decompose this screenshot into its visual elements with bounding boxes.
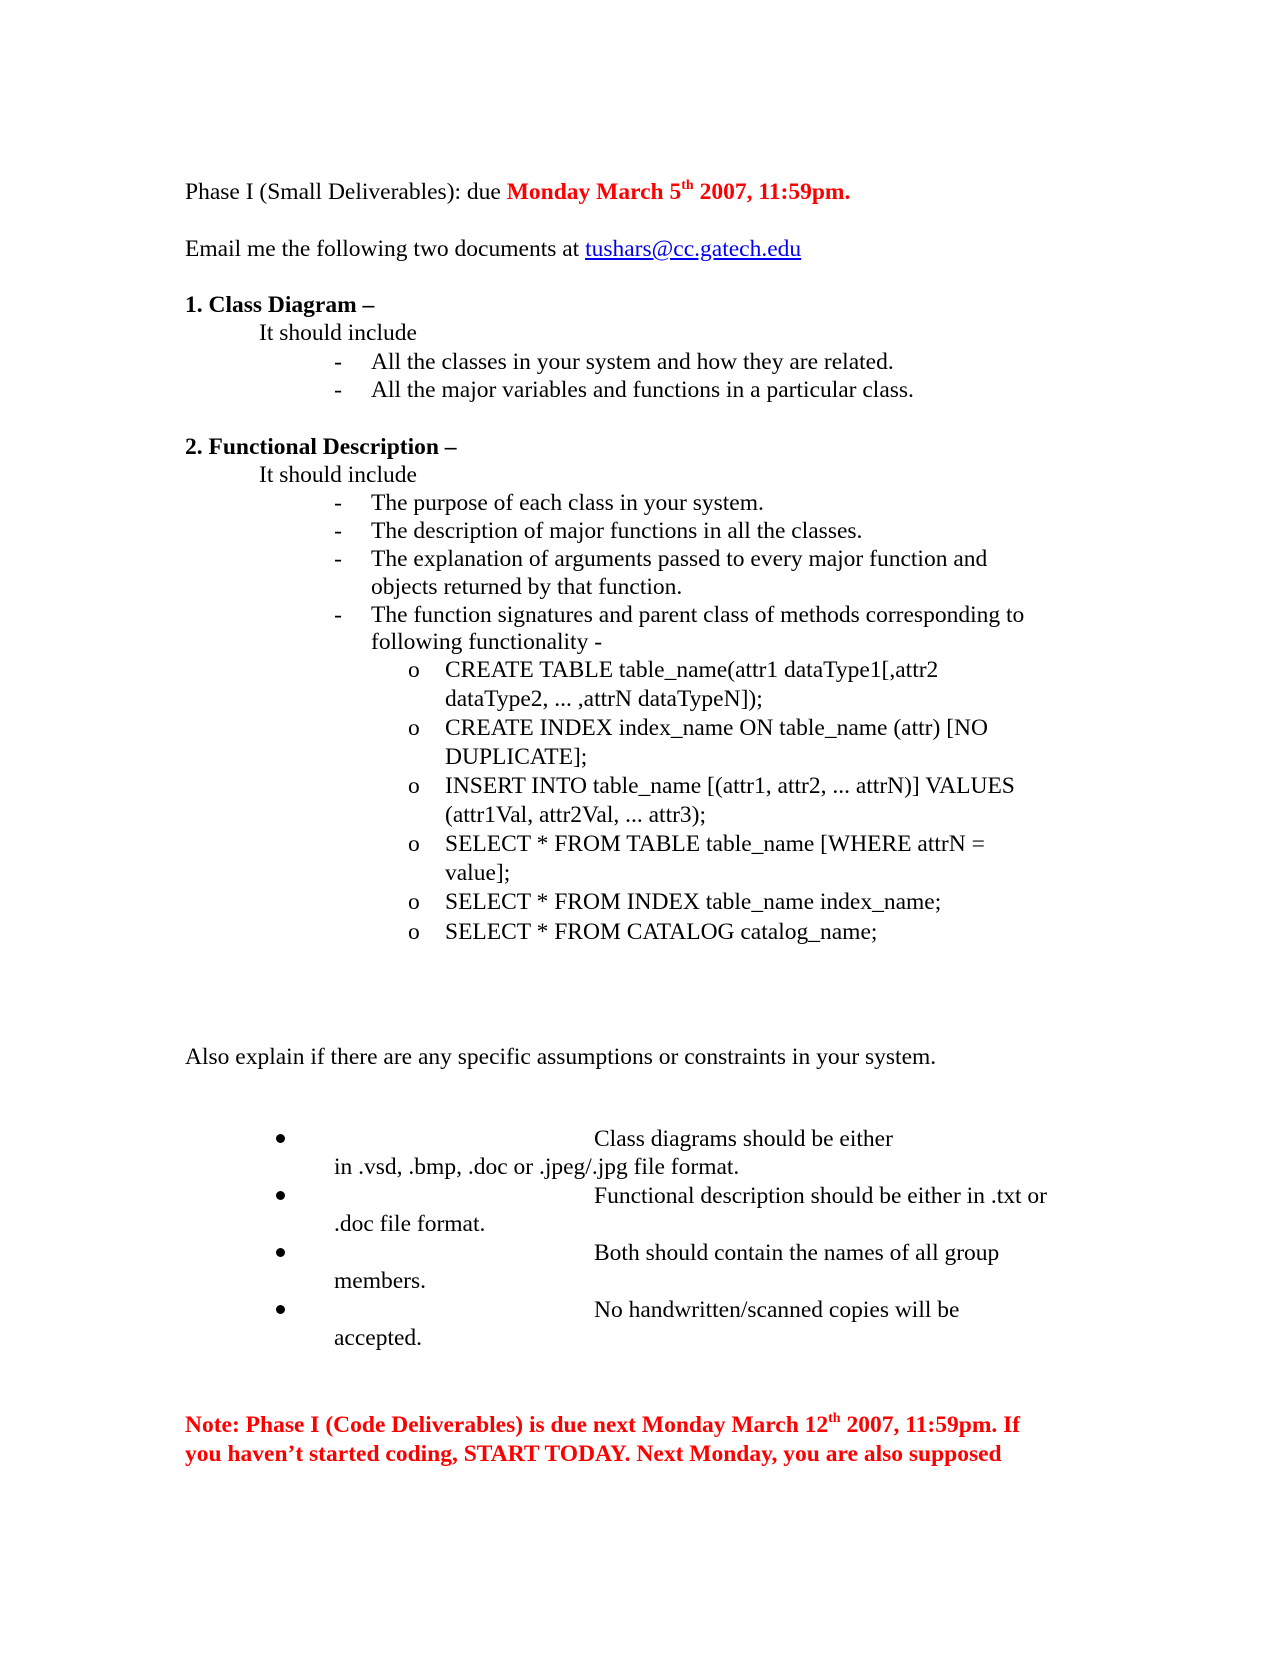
section1-title: 1. Class Diagram – bbox=[185, 292, 375, 318]
dash-bullet: - bbox=[334, 349, 342, 375]
due-date: Monday March 5th 2007, 11:59pm. bbox=[506, 178, 851, 205]
email-link[interactable]: tushars@cc.gatech.edu bbox=[585, 236, 802, 262]
section2-item: The explanation of arguments passed to every major function and bbox=[371, 546, 988, 572]
sql-item: SELECT * FROM CATALOG catalog_name; bbox=[445, 919, 878, 945]
section1-item: All the classes in your system and how they are related. bbox=[371, 349, 894, 375]
note-line: No handwritten/scanned copies will be bbox=[594, 1297, 960, 1323]
dash-bullet: - bbox=[334, 377, 342, 403]
final-note-line1: Note: Phase I (Code Deliverables) is due next Monday March 12th 2007, 11:59pm. If bbox=[185, 1411, 1021, 1438]
assumptions-note: Also explain if there are any specific assumptions or constraints in your system. bbox=[185, 1044, 937, 1070]
email-prefix: Email me the following two documents at bbox=[185, 236, 586, 262]
sql-item-cont: dataType2, ... ,attrN dataTypeN]); bbox=[445, 686, 763, 712]
section2-item-cont: following functionality - bbox=[371, 629, 603, 655]
dash-bullet: - bbox=[334, 602, 342, 628]
sql-item: CREATE INDEX index_name ON table_name (attr) [NO bbox=[445, 715, 988, 741]
o-bullet: o bbox=[408, 657, 420, 683]
o-bullet: o bbox=[408, 715, 420, 741]
sql-item: INSERT INTO table_name [(attr1, attr2, ... attrN)] VALUES bbox=[445, 773, 1015, 799]
note-line-cont: in .vsd, .bmp, .doc or .jpeg/.jpg file format. bbox=[334, 1154, 740, 1180]
sql-item: CREATE TABLE table_name(attr1 dataType1[,attr2 bbox=[445, 657, 939, 683]
section1-item: All the major variables and functions in a particular class. bbox=[371, 377, 914, 403]
o-bullet: o bbox=[408, 831, 420, 857]
note-line: Functional description should be either in .txt or bbox=[594, 1183, 1047, 1209]
note-line-cont: .doc file format. bbox=[334, 1211, 486, 1237]
note-line-cont: accepted. bbox=[334, 1325, 423, 1351]
sql-item-cont: DUPLICATE]; bbox=[445, 744, 588, 770]
final-note-line2: you haven’t started coding, START TODAY. Next Monday, you are also supposed bbox=[185, 1441, 1002, 1467]
section2-item: The purpose of each class in your system. bbox=[371, 490, 764, 516]
email-instruction bbox=[185, 235, 801, 263]
section2-intro: It should include bbox=[259, 462, 417, 488]
section2-item: The description of major functions in all the classes. bbox=[371, 518, 863, 544]
bullet-dot bbox=[276, 1134, 285, 1143]
section2-item-cont: objects returned by that function. bbox=[371, 574, 683, 600]
note-line: Class diagrams should be either bbox=[594, 1126, 893, 1152]
bullet-dot bbox=[276, 1305, 285, 1314]
bullet-dot bbox=[276, 1191, 285, 1200]
dash-bullet: - bbox=[334, 546, 342, 572]
sql-item-cont: value]; bbox=[445, 860, 511, 886]
phase-prefix: Phase I (Small Deliverables): due bbox=[185, 179, 507, 205]
note-line-cont: members. bbox=[334, 1268, 427, 1294]
section2-item: The function signatures and parent class of methods corresponding to bbox=[371, 602, 1025, 628]
o-bullet: o bbox=[408, 773, 420, 799]
dash-bullet: - bbox=[334, 490, 342, 516]
sql-item: SELECT * FROM TABLE table_name [WHERE attrN = bbox=[445, 831, 985, 857]
note-line: Both should contain the names of all group bbox=[594, 1240, 1000, 1266]
dash-bullet: - bbox=[334, 518, 342, 544]
section2-title: 2. Functional Description – bbox=[185, 434, 457, 460]
o-bullet: o bbox=[408, 919, 420, 945]
phase-heading bbox=[185, 178, 850, 206]
section1-intro: It should include bbox=[259, 320, 417, 346]
bullet-dot bbox=[276, 1248, 285, 1257]
o-bullet: o bbox=[408, 889, 420, 915]
sql-item-cont: (attr1Val, attr2Val, ... attr3); bbox=[445, 802, 707, 828]
sql-item: SELECT * FROM INDEX table_name index_name; bbox=[445, 889, 942, 915]
